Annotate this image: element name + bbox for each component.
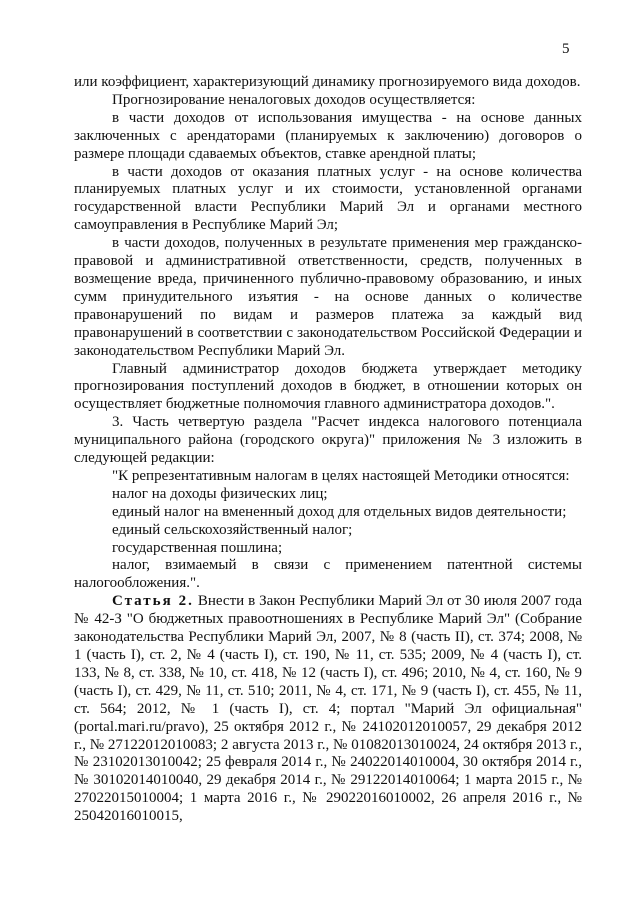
list-item-agricultural-tax: единый сельскохозяйственный налог; bbox=[112, 521, 353, 538]
list-item-imputed-income-tax: единый налог на вмененный доход для отдельных видов деятельности; bbox=[112, 503, 567, 520]
paragraph-forecast-coefficient: или коэффициент, характеризующий динамику прогнозируемого вида доходов. bbox=[74, 74, 581, 90]
paragraph-paid-services-income: в части доходов от оказания платных услуг - на основе количества планируемых платных услуг и их стоимости, установленной органами государственной власти Республики Марий Эл и органами местного самоуправления в Республике Марий Эл; bbox=[74, 163, 582, 234]
article-2-paragraph bbox=[74, 593, 582, 826]
list-item-personal-income-tax: налог на доходы физических лиц; bbox=[112, 485, 328, 502]
paragraph-chief-administrator: Главный администратор доходов бюджета утверждает методику прогнозирования поступлений доходов в бюджет, в отношении которых он осуществляет бюджетные полномочия главного администратора доходов.". bbox=[74, 360, 582, 413]
list-item-patent-tax: налог, взимаемый в связи с применением патентной системы налогообложения.". bbox=[74, 557, 582, 592]
page-number: 5 bbox=[562, 41, 570, 57]
paragraph-representative-taxes: "К репрезентативным налогам в целях настоящей Методики относятся: bbox=[112, 467, 570, 484]
paragraph-part-four-amendment: 3. Часть четвертую раздела "Расчет индекса налогового потенциала муниципального района (городского округа)" приложения № 3 изложить в следующей редакции: bbox=[74, 414, 582, 467]
list-item-state-duty: государственная пошлина; bbox=[112, 539, 283, 556]
paragraph-liability-income: в части доходов, полученных в результате применения мер гражданско-правовой и административной ответственности, средств, полученных в возмещение вреда, причиненного публично-правовому образованию, и иных сумм принудительного изъятия - на основе данных о количестве правонарушений по видам и размеров платежа за каждый вид правонарушений в соответствии с законодательством Российской Федерации и законодательством Республики Марий Эл. bbox=[74, 235, 582, 359]
article-2-heading: Статья 2. bbox=[112, 593, 194, 610]
document-body bbox=[74, 74, 582, 826]
article-2-text: Внести в Закон Республики Марий Эл от 30 июля 2007 года № 42-З "О бюджетных правоотношениях в Республике Марий Эл" (Собрание законодательства Республики Марий Эл, 2007, № 8 (часть II), ст. 374; 2008, № 1 (часть I), ст. 2, № 4 (часть I), ст. 190, № 11, ст. 535; 2009, № 4 (часть I), ст. 133, № 8, ст. 338, № 10, ст. 418, № 12 (часть I), ст. 496; 2010, № 4, ст. 160, № 9 (часть I), ст. 429, № 11, ст. 510; 2011, № 4, ст. 171, № 9 (часть I), ст. 455, № 11, ст. 564; 2012, № 1 (часть I), ст. 4; портал "Марий Эл официальная" (portal.mari.ru/pravo), 25 октября 2012 г., № 24102012010057, 29 декабря 2012 г., № 27122012010083; 2 августа 2013 г., № 01082013010024, 24 октября 2013 г., № 23102013010042; 25 февраля 2014 г., № 24022014010004, 30 октября 2014 г., № 30102014010040, 29 декабря 2014 г., № 29122014010064; 1 марта 2015 г., № 27022015010004; 1 марта 2016 г., № 29022016010002, 26 апреля 2016 г., № 25042016010015, bbox=[74, 593, 583, 825]
paragraph-nontax-forecast-intro: Прогнозирование неналоговых доходов осуществляется: bbox=[112, 91, 476, 108]
paragraph-property-income: в части доходов от использования имущества - на основе данных заключенных с арендаторами (планируемых к заключению) договоров о размере площади сдаваемых объектов, ставке арендной платы; bbox=[74, 109, 582, 162]
